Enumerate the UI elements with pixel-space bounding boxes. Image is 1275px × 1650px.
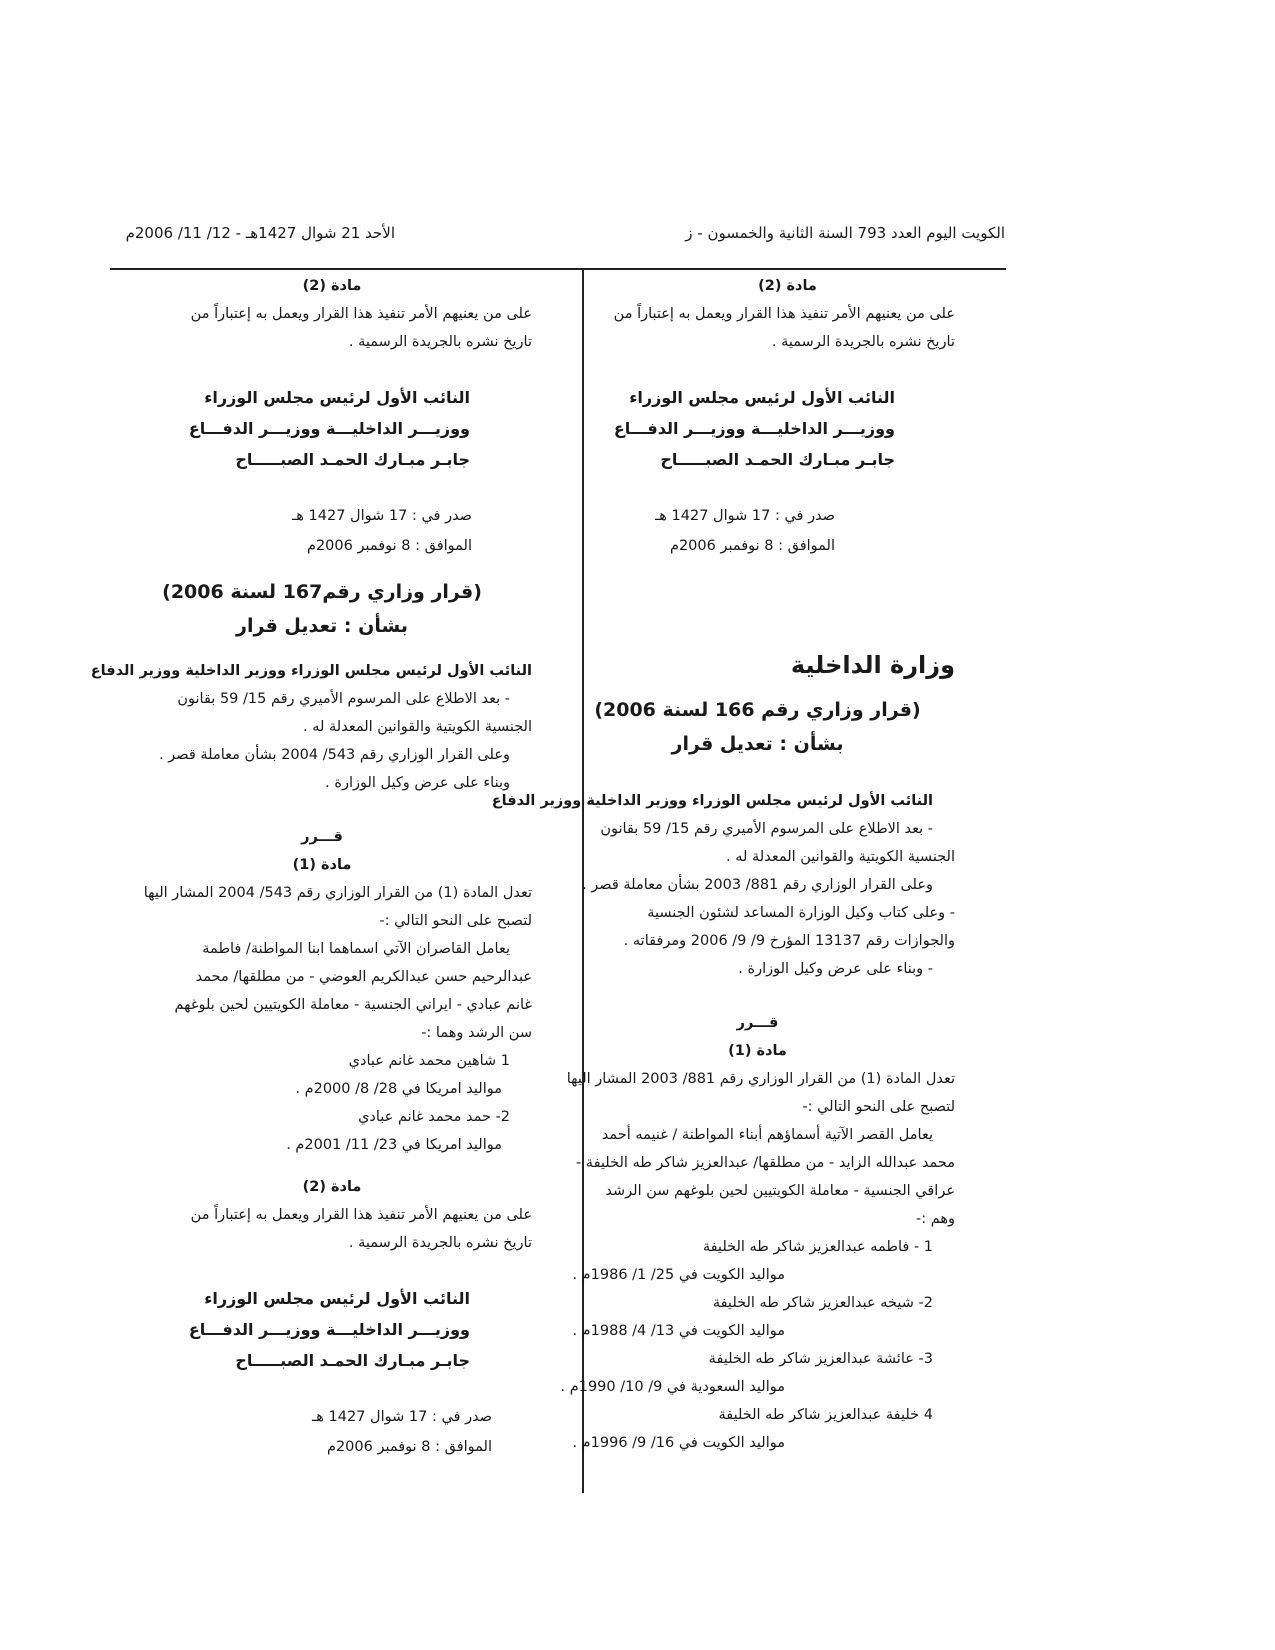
article-1-line: يعامل القصر الآتية أسماؤهم أبناء المواطنة / غنيمه أحمد: [601, 1127, 933, 1143]
preamble-line: - وبناء على عرض وكيل الوزارة .: [738, 961, 933, 977]
right-column: [491, 272, 955, 1457]
signature-title: النائب الأول لرئيس مجلس الوزراء: [204, 1289, 470, 1308]
signature-name: جابـر مبـارك الحمـد الصبـــــاح: [235, 450, 470, 469]
person-name: 2- حمد محمد غانم عبادي: [358, 1109, 510, 1125]
preamble-line: وبناء على عرض وكيل الوزارة .: [325, 775, 510, 791]
article-2-heading: مادة (2): [302, 278, 362, 294]
article-2-heading: مادة (2): [302, 1179, 362, 1195]
decided-heading: قـــرر: [736, 1015, 779, 1031]
preamble-line: - بعد الاطلاع على المرسوم الأميري رقم 15/ 59 بقانون: [600, 821, 933, 837]
person-name: 3- عائشة عبدالعزيز شاكر طه الخليفة: [708, 1351, 933, 1367]
preamble-line: - وعلى كتاب وكيل الوزارة المساعد لشئون الجنسية: [647, 905, 955, 921]
article-2-line: تاريخ نشره بالجريدة الرسمية .: [348, 334, 532, 350]
corresponding-date: الموافق : 8 نوفمبر 2006م: [669, 538, 835, 554]
preamble-line: وعلى القرار الوزاري رقم 881/ 2003 بشأن معاملة قصر .: [582, 877, 933, 893]
person-birth: مواليد الكويت في 13/ 4/ 1988م .: [572, 1323, 785, 1339]
decision-title: (قرار وزاري رقم167 لسنة 2006): [162, 581, 482, 603]
person-birth: مواليد الكويت في 25/ 1/ 1986م .: [572, 1267, 785, 1283]
corresponding-date: الموافق : 8 نوفمبر 2006م: [326, 1439, 492, 1455]
decision-subject: بشأن : تعديل قرار: [236, 615, 408, 637]
running-header-left: الأحد 21 شوال 1427هـ - 12/ 11/ 2006م: [125, 224, 395, 242]
article-2-line: تاريخ نشره بالجريدة الرسمية .: [348, 1235, 532, 1251]
preamble-line: الجنسية الكويتية والقوانين المعدلة له .: [726, 849, 955, 865]
article-2-line: على من يعنيهم الأمر تنفيذ هذا القرار ويعمل به إعتباراً من: [613, 306, 955, 322]
article-1-heading: مادة (1): [728, 1043, 787, 1059]
article-1-line: لتصبح على النحو التالي :-: [379, 913, 532, 929]
decision-subject: بشأن : تعديل قرار: [671, 733, 844, 755]
person-birth: مواليد امريكا في 23/ 11/ 2001م .: [286, 1137, 502, 1153]
ministry-heading: وزارة الداخلية: [790, 651, 955, 679]
article-1-line: لتصبح على النحو التالي :-: [802, 1099, 955, 1115]
article-1-line: غانم عبادي - ايراني الجنسية - معاملة الكويتيين لحين بلوغهم: [174, 997, 532, 1013]
header-rule-right: [584, 268, 1006, 270]
signature-name: جابـر مبـارك الحمـد الصبـــــاح: [235, 1351, 470, 1370]
article-1-line: سن الرشد وهما :-: [421, 1025, 532, 1041]
signature-title: ووزيـــر الداخليـــة ووزيـــر الدفـــاع: [188, 1320, 470, 1339]
left-column: [90, 272, 532, 1462]
person-birth: مواليد امريكا في 28/ 8/ 2000م .: [295, 1081, 502, 1097]
person-birth: مواليد الكويت في 16/ 9/ 1996م .: [572, 1435, 785, 1451]
article-1-line: عراقي الجنسية - معاملة الكويتيين لحين بلوغهم سن الرشد: [605, 1183, 955, 1199]
signature-title: النائب الأول لرئيس مجلس الوزراء: [629, 388, 895, 407]
preamble-line: وعلى القرار الوزاري رقم 543/ 2004 بشأن معاملة قصر .: [159, 747, 510, 763]
article-1-line: عبدالرحيم حسن عبدالكريم العوضي - من مطلقها/ محمد: [195, 969, 532, 985]
article-1-line: تعدل المادة (1) من القرار الوزاري رقم 543/ 2004 المشار اليها: [143, 885, 532, 901]
preamble-line: والجوازات رقم 13137 المؤرخ 9/ 9/ 2006 ومرفقاته .: [623, 933, 955, 949]
person-birth: مواليد السعودية في 9/ 10/ 1990م .: [560, 1379, 785, 1395]
article-2-line: على من يعنيهم الأمر تنفيذ هذا القرار ويعمل به إعتباراً من: [190, 306, 532, 322]
preamble-heading: النائب الأول لرئيس مجلس الوزراء ووزير الداخلية ووزير الدفاع: [491, 793, 933, 809]
decision-title: (قرار وزاري رقم 166 لسنة 2006): [594, 699, 921, 721]
article-1-line: يعامل القاصران الآتي اسماهما ابنا المواطنة/ فاطمة: [202, 941, 510, 957]
person-name: 1 - فاطمه عبدالعزيز شاكر طه الخليفة: [702, 1239, 933, 1255]
issued-date: صدر في : 17 شوال 1427 هـ: [655, 508, 835, 524]
article-2-line: على من يعنيهم الأمر تنفيذ هذا القرار ويعمل به إعتباراً من: [190, 1207, 532, 1223]
signature-title: النائب الأول لرئيس مجلس الوزراء: [204, 388, 470, 407]
preamble-line: - بعد الاطلاع على المرسوم الأميري رقم 15/ 59 بقانون: [177, 691, 510, 707]
article-2-heading: مادة (2): [758, 278, 817, 294]
article-1-line: محمد عبدالله الزايد - من مطلقها/ عبدالعزيز شاكر طه الخليفة -: [575, 1155, 955, 1171]
signature-name: جابـر مبـارك الحمـد الصبـــــاح: [660, 450, 895, 469]
preamble-heading: النائب الأول لرئيس مجلس الوزراء ووزير الداخلية ووزير الدفاع: [90, 663, 532, 679]
article-1-line: تعدل المادة (1) من القرار الوزاري رقم 881/ 2003 المشار اليها: [566, 1071, 955, 1087]
decided-heading: قـــرر: [301, 829, 343, 845]
corresponding-date: الموافق : 8 نوفمبر 2006م: [306, 538, 472, 554]
article-2-line: تاريخ نشره بالجريدة الرسمية .: [771, 334, 955, 350]
header-rule-left: [110, 268, 582, 270]
issued-date: صدر في : 17 شوال 1427 هـ: [292, 508, 472, 524]
preamble-line: الجنسية الكويتية والقوانين المعدلة له .: [303, 719, 532, 735]
article-1-heading: مادة (1): [292, 857, 352, 873]
signature-title: ووزيـــر الداخليـــة ووزيـــر الدفـــاع: [188, 419, 470, 438]
person-name: 1 شاهين محمد غانم عبادي: [348, 1053, 510, 1069]
signature-title: ووزيـــر الداخليـــة ووزيـــر الدفـــاع: [613, 419, 895, 438]
running-header-right: الكويت اليوم العدد 793 السنة الثانية والخمسون - ز: [685, 224, 1005, 242]
issued-date: صدر في : 17 شوال 1427 هـ: [312, 1409, 492, 1425]
person-name: 2- شيخه عبدالعزيز شاكر طه الخليفة: [712, 1295, 933, 1311]
article-1-line: وهم :-: [915, 1211, 955, 1227]
person-name: 4 خليفة عبدالعزيز شاكر طه الخليفة: [718, 1407, 933, 1423]
